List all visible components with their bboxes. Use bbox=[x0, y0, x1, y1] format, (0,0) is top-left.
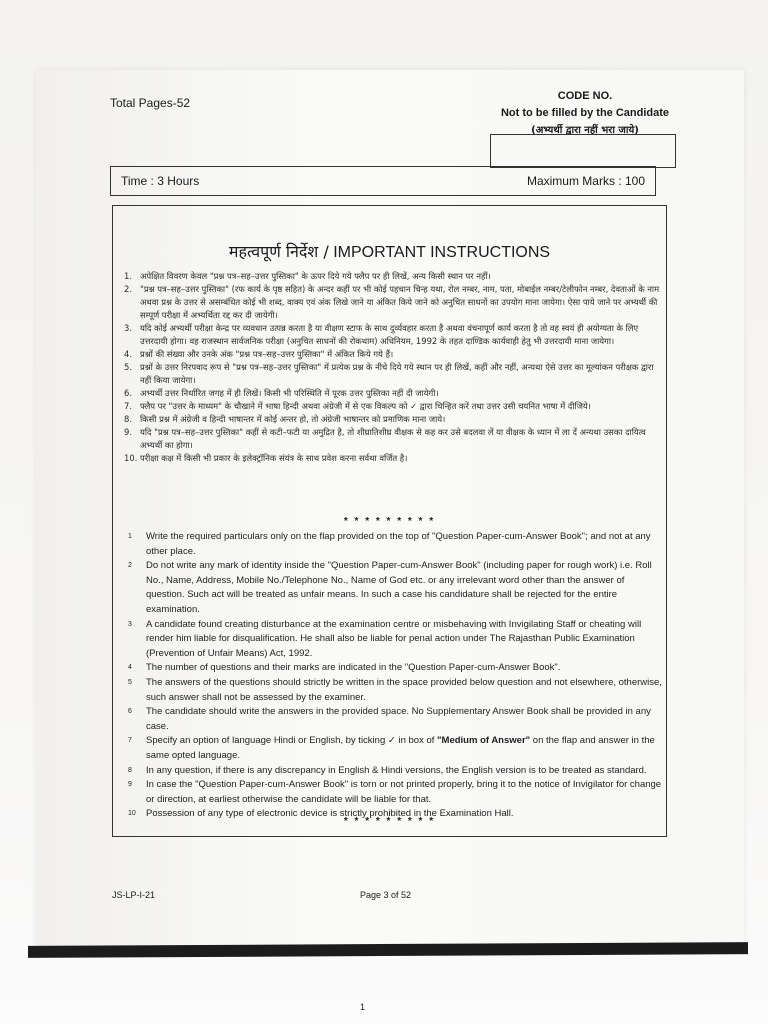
english-instruction: 4 The number of questions and their marks are indicated in the "Question Paper-cum-Answer Book". bbox=[128, 662, 561, 674]
instructions-heading bbox=[112, 240, 667, 262]
english-instruction: 10 Possession of any type of electronic device is strictly prohibited in the Examination Hall. bbox=[128, 808, 514, 820]
hindi-instruction: 1. अपेक्षित विवरण केवल "प्रश्न पत्र–सह–उत्तर पुस्तिका" के ऊपर दिये गये फ्लैप पर ही लिखें, अन्य किसी स्थान पर नहीं। bbox=[124, 271, 491, 281]
heading-hindi: महत्वपूर्ण निर्देश / bbox=[228, 242, 329, 261]
code-no-label: CODE NO. bbox=[557, 90, 613, 102]
english-instructions-list bbox=[128, 530, 664, 822]
english-instruction: 3 A candidate found creating disturbance at the examination centre or misbehaving with Invigilating Staff or cheating will render him liable for disqualification. He shall also be liable for penal action under The Rajasthan Public Examination (Prevention of Unfair Means) Act, 1992. bbox=[128, 618, 642, 659]
english-instruction: 1 Write the required particulars only on the flap provided on the top of "Question Paper-cum-Answer Book"; and not at any other place. bbox=[128, 531, 651, 557]
hindi-instruction: 3. यदि कोई अभ्यर्थी परीक्षा केन्द्र पर व्यवधान उत्पन्न करता है या वीक्षण स्टाफ के साथ दुर्व्यवहार करता है अथवा वंचनापूर्ण कार्य करता है तो वह स्वयं ही अयोग्यता के लिए उत्तरदायी होगा। वह राजस्थान सार्वजनिक परीक्षा (अनुचित साधनों की रोकथाम) अधिनियम, 1992 के तहत दाण्डिक कार्यवाही हेतु भी उत्तरदायी माना जायेगा। bbox=[124, 323, 639, 346]
english-instruction: 9 In case the "Question Paper-cum-Answer Book" is torn or not printed properly, bring it to the notice of Invigilator for change or direction, at earliest otherwise the candidate will be liable for that. bbox=[128, 779, 662, 805]
hindi-instruction: 7. फ्लैप पर "उत्तर के माध्यम" के चौखाने में भाषा हिन्दी अथवा अंग्रेजी में से एक विकल्प को ✓ द्वारा चिन्हित करें तथा उत्तर उसी चयनित भाषा में दीजिये। bbox=[124, 401, 591, 411]
hindi-instruction: 4. प्रश्नों की संख्या और उनके अंक "प्रश्न पत्र–सह–उत्तर पुस्तिका" में अंकित किये गये हैं। bbox=[124, 349, 394, 359]
english-instruction: 6 The candidate should write the answers in the provided space. No Supplementary Answer Book shall be provided in any case. bbox=[128, 706, 651, 732]
max-marks-label: Maximum Marks : 100 bbox=[526, 174, 645, 188]
english-instruction: 5 The answers of the questions should strictly be written in the space provided below question and not elsewhere, otherwise, such answer shall not be assessed by the examiner. bbox=[128, 676, 662, 703]
heading-english: IMPORTANT INSTRUCTIONS bbox=[333, 244, 551, 261]
time-marks-bar bbox=[110, 166, 656, 196]
hindi-instruction: 8. किसी प्रश्न में अंग्रेजी व हिन्दी भाषान्तर में कोई अन्तर हो, तो अंग्रेजी भाषान्तर को प्रमाणिक माना जाये। bbox=[124, 414, 446, 424]
not-filled-hindi-label: (अभ्यर्थी द्वारा नहीं भरा जाये) bbox=[531, 125, 639, 136]
hindi-instructions-list bbox=[124, 270, 664, 465]
not-filled-label: Not to be filled by the Candidate bbox=[500, 107, 670, 119]
medium-of-answer-bold: "Medium of Answer" bbox=[437, 735, 531, 747]
code-block bbox=[480, 88, 690, 139]
hindi-instruction: 2. "प्रश्न पत्र–सह–उत्तर पुस्तिका" (रफ कार्य के पृष्ठ सहित) के अन्दर कहीं पर भी कोई पहचान चिन्ह यथा, रोल नम्बर, नाम, पता, मोबाईल नम्बर/टेलीफोन नम्बर, देवताओं के नाम अथवा प्रश्न के उत्तर से असम्बंधित कोई भी शब्द, वाक्य एवं अंक लिखे जाने या अंकित किये जाने को अनुचित साधनों का उपयोग माना जायेगा। ऐसा पाये जाने पर अभ्यर्थी की सम्पूर्ण परीक्षा में अभ्यर्थिता रद्द कर दी जायेगी। bbox=[124, 284, 660, 320]
code-entry-box bbox=[490, 134, 676, 168]
separator-stars-bottom: * * * * * * * * * bbox=[343, 816, 436, 827]
english-instruction: 7 Specify an option of language Hindi or English, by ticking ✓ in box of "Medium of Answer" on the flap and answer in the same opted language. bbox=[128, 735, 655, 761]
hindi-instruction: 9. यदि "प्रश्न पत्र–सह–उत्तर पुस्तिका" कहीं से कटी–फटी या अमुद्रित है, तो शीघ्रातिशीघ्र वीक्षक से कह कर उसे बदलवा लें या वीक्षक के ध्यान में ला दें अन्यथा उसका दायित्व अभ्यर्थी का होगा। bbox=[124, 427, 646, 450]
english-instruction: 2 Do not write any mark of identity inside the "Question Paper-cum-Answer Book" (including paper for rough work) i.e. Roll No., Name, Address, Mobile No./Telephone No., Name of God etc. or any irrelevant word other than the answer of question. Such act will be treated as unfair means. In such a case his candidature shall be rejected for the entire examination. bbox=[128, 560, 652, 615]
hindi-instruction: 6. अभ्यर्थी उत्तर निर्धारित जगह में ही लिखें। किसी भी परिस्थिति में पूरक उत्तर पुस्तिका नहीं दी जायेगी। bbox=[124, 388, 439, 398]
scan-page-number: 1 bbox=[360, 1002, 366, 1012]
time-label: Time : 3 Hours bbox=[121, 174, 200, 188]
hindi-instruction: 10. परीक्षा कक्ष में किसी भी प्रकार के इलेक्ट्रॉनिक संयंत्र के साथ प्रवेश करना सर्वथा वर्जित है। bbox=[124, 453, 408, 463]
footer-code: JS-LP-I-21 bbox=[112, 890, 156, 900]
english-instruction: 8 In any question, if there is any discrepancy in English & Hindi versions, the English version is to be treated as standard. bbox=[128, 764, 647, 776]
footer-page: Page 3 of 52 bbox=[360, 890, 412, 900]
hindi-instruction: 5. प्रश्नों के उत्तर निरपवाद रूप से "प्रश्न पत्र–सह–उत्तर पुस्तिका" में प्रत्येक प्रश्न के नीचे दिये गये स्थान पर ही लिखें, कहीं और नहीं, अन्यथा ऐसे उत्तर का मूल्यांकन परीक्षक द्वारा नहीं किया जायेगा। bbox=[124, 362, 654, 385]
separator-stars-top: * * * * * * * * * bbox=[343, 516, 436, 527]
total-pages: Total Pages-52 bbox=[110, 96, 191, 110]
